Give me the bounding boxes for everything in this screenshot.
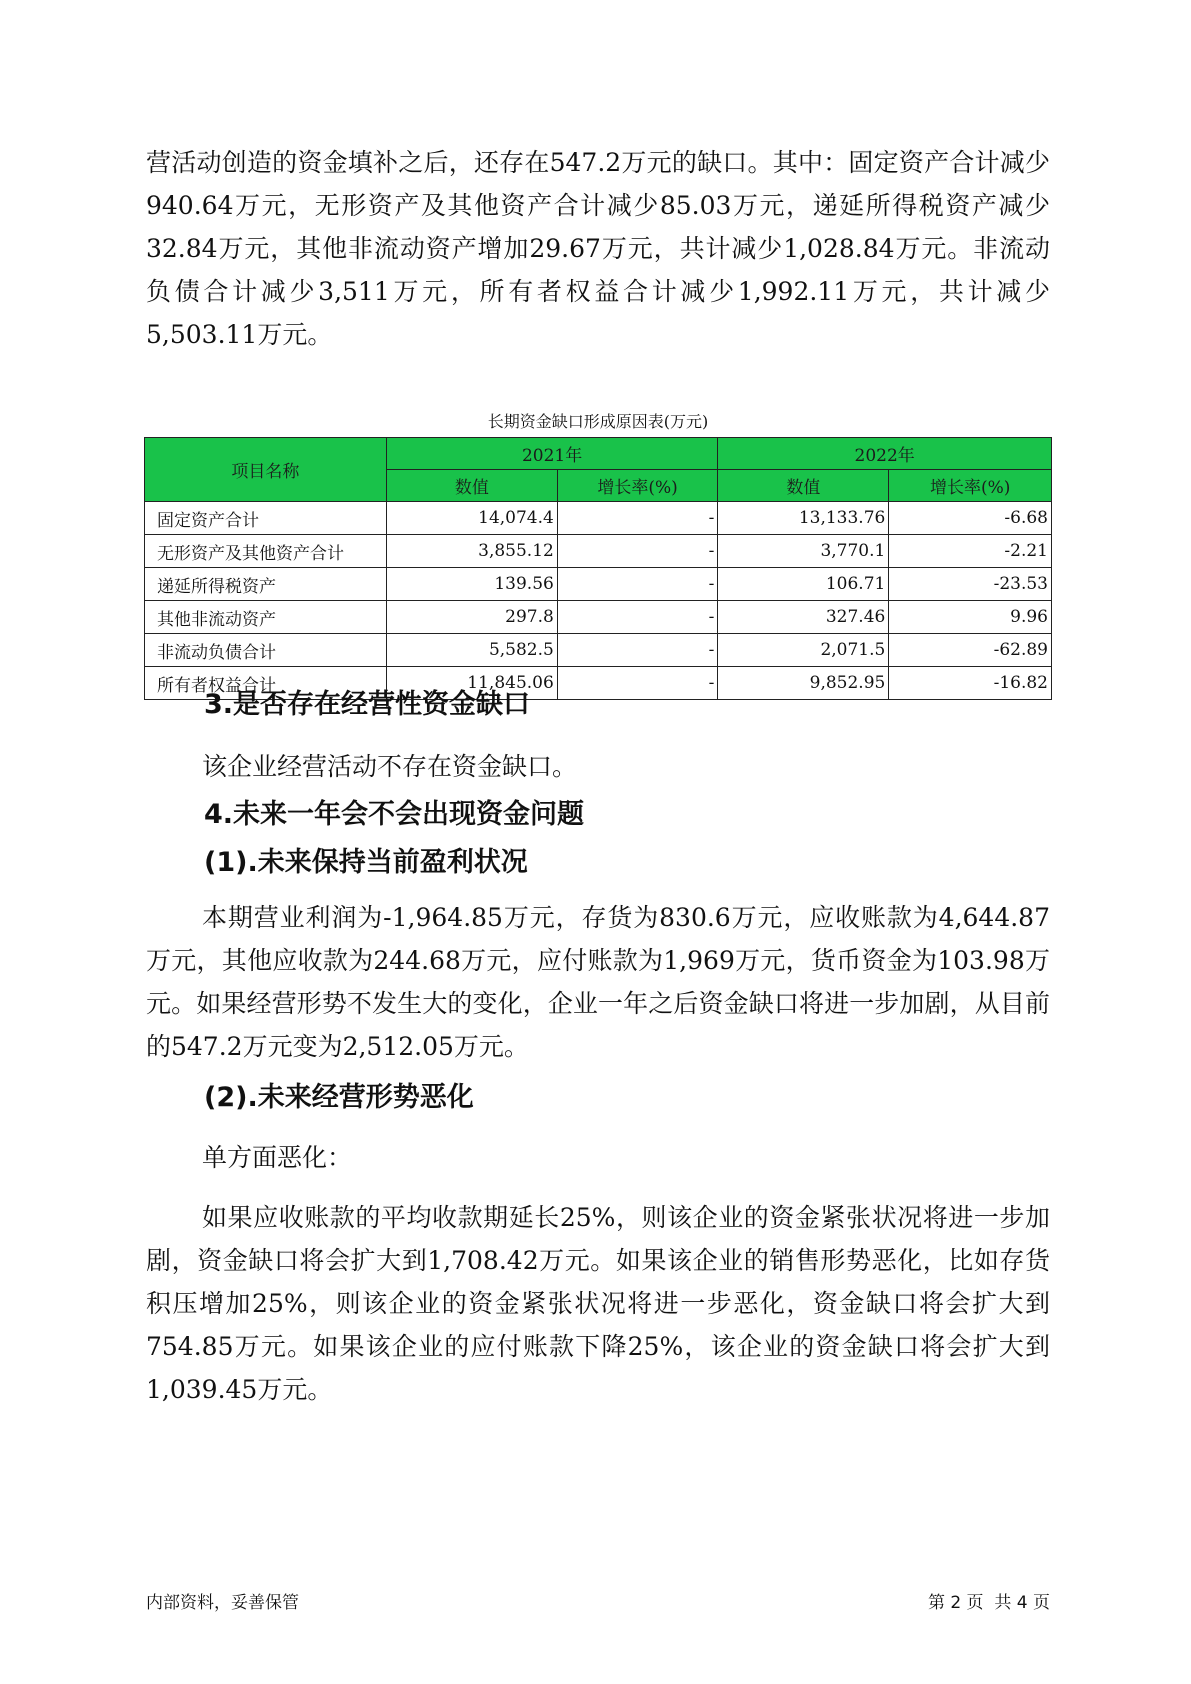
table-caption: 长期资金缺口形成原因表(万元)	[487, 412, 709, 431]
header-year-2021: 2021年	[386, 438, 718, 470]
value-2021-cell: 14,074.4	[386, 502, 557, 535]
footer-confidential: 内部资料，妥善保管	[146, 1593, 299, 1613]
paragraph-4-1: 本期营业利润为-1,964.85万元，存货为830.6万元，应收账款为4,644.87万元，其他应收款为244.68万元，应付账款为1,969万元，货币资金为103.98万元。如果经营形势不发生大的变化，企业一年之后资金缺口将进一步加剧，从目前的547.2万元变为2,512.05万元。	[146, 903, 1050, 1061]
header-item-name: 项目名称	[145, 438, 387, 502]
header-value-2021: 数值	[386, 470, 557, 502]
growth-2021-cell: -	[557, 535, 718, 568]
row-name-cell: 无形资产及其他资产合计	[145, 535, 387, 568]
value-2021-cell: 139.56	[386, 568, 557, 601]
paragraph-4-2: 如果应收账款的平均收款期延长25%，则该企业的资金紧张状况将进一步加剧，资金缺口将会扩大到1,708.42万元。如果该企业的销售形势恶化，比如存货积压增加25%，则该企业的资金紧张状况将进一步恶化，资金缺口将会扩大到754.85万元。如果该企业的应付账款下降25%，该企业的资金缺口将会扩大到1,039.45万元。	[146, 1203, 1050, 1404]
table-row	[145, 535, 1052, 568]
growth-2022-cell: -6.68	[889, 502, 1052, 535]
table-row	[145, 634, 1052, 667]
heading-3: 3.是否存在经营性资金缺口	[204, 689, 531, 720]
growth-2021-cell: -	[557, 568, 718, 601]
growth-2022-cell: -16.82	[889, 667, 1052, 700]
row-name-cell: 递延所得税资产	[145, 568, 387, 601]
value-2021-cell: 5,582.5	[386, 634, 557, 667]
value-2022-cell: 9,852.95	[718, 667, 889, 700]
value-2021-cell: 3,855.12	[386, 535, 557, 568]
value-2022-cell: 3,770.1	[718, 535, 889, 568]
table-row	[145, 601, 1052, 634]
growth-2021-cell: -	[557, 601, 718, 634]
paragraph-3: 该企业经营活动不存在资金缺口。	[202, 752, 578, 781]
value-2021-cell: 297.8	[386, 601, 557, 634]
heading-4-2: (2).未来经营形势恶化	[204, 1082, 474, 1113]
growth-2022-cell: -2.21	[889, 535, 1052, 568]
value-2022-cell: 13,133.76	[718, 502, 889, 535]
header-value-2022: 数值	[718, 470, 889, 502]
growth-2022-cell: -62.89	[889, 634, 1052, 667]
paragraph-4-2-intro: 单方面恶化：	[202, 1143, 353, 1172]
row-name-cell: 固定资产合计	[145, 502, 387, 535]
intro-paragraph: 营活动创造的资金填补之后，还存在547.2万元的缺口。其中：固定资产合计减少940.64万元，无形资产及其他资产合计减少85.03万元，递延所得税资产减少32.84万元，其他非流动资产增加29.67万元，共计减少1,028.84万元。非流动负债合计减少3,511万元，所有者权益合计减少1,992.11万元，共计减少5,503.11万元。	[146, 148, 1050, 349]
growth-2021-cell: -	[557, 634, 718, 667]
footer-page-number: 第 2 页 共 4 页	[927, 1593, 1050, 1613]
value-2022-cell: 327.46	[718, 601, 889, 634]
table-row	[145, 502, 1052, 535]
row-name-cell: 所有者权益合计	[145, 667, 387, 700]
header-year-2022: 2022年	[718, 438, 1052, 470]
header-growth-2021: 增长率(%)	[557, 470, 718, 502]
growth-2022-cell: 9.96	[889, 601, 1052, 634]
header-growth-2022: 增长率(%)	[889, 470, 1052, 502]
heading-4-1: (1).未来保持当前盈利状况	[204, 847, 528, 878]
value-2022-cell: 106.71	[718, 568, 889, 601]
value-2022-cell: 2,071.5	[718, 634, 889, 667]
row-name-cell: 非流动负债合计	[145, 634, 387, 667]
growth-2021-cell: -	[557, 667, 718, 700]
heading-4: 4.未来一年会不会出现资金问题	[204, 799, 585, 830]
table-row	[145, 568, 1052, 601]
row-name-cell: 其他非流动资产	[145, 601, 387, 634]
value-2021-cell: 11,845.06	[386, 667, 557, 700]
long-term-gap-table	[144, 437, 1052, 700]
growth-2022-cell: -23.53	[889, 568, 1052, 601]
growth-2021-cell: -	[557, 502, 718, 535]
